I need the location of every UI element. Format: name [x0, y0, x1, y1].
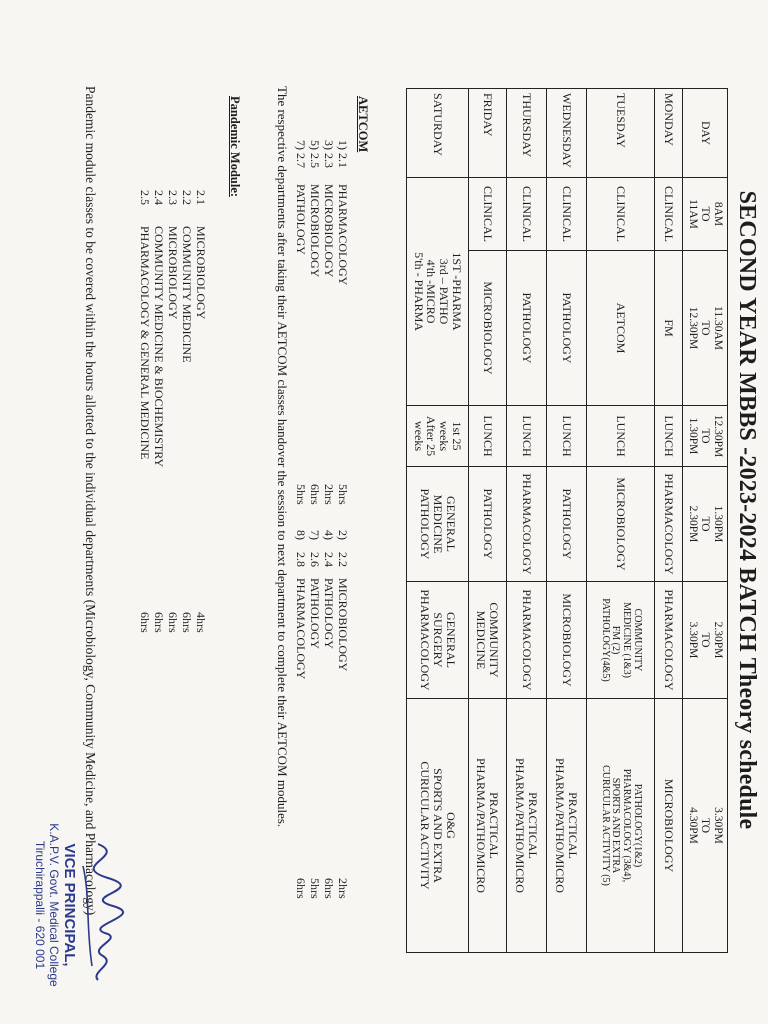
pandemic-note: Pandemic module classes to be covered within the hours allotted to the individual departments (Microbiology, Community Medicine, and Pharmacology) — [83, 86, 98, 916]
list-item — [180, 190, 194, 633]
cell-line: PRACTICAL — [526, 792, 541, 859]
list-item — [294, 530, 308, 899]
item-subject: MICROBIOLOGY — [322, 184, 336, 278]
header-slot-4 — [683, 467, 728, 582]
day-cell: MONDAY — [655, 89, 683, 178]
table-row-tuesday — [587, 89, 655, 953]
table-cell: LUNCH — [655, 406, 683, 467]
table-cell — [507, 699, 547, 953]
list-item — [166, 190, 180, 633]
item-hours: 5hrs — [294, 484, 308, 505]
header-label: 8AM — [711, 201, 724, 227]
table-cell — [587, 582, 655, 699]
cell-line: MEDICINE — [430, 494, 445, 554]
header-label: TO — [699, 320, 712, 336]
table-cell: PHARMACOLOGY — [655, 582, 683, 699]
item-subject: PATHOLOGY — [308, 578, 322, 649]
signature-address: Tiruchirappalli - 620 001 — [33, 840, 47, 970]
list-item — [152, 190, 166, 633]
header-label: 1.30PM — [686, 417, 699, 455]
table-cell — [469, 699, 507, 953]
item-subject: MICROBIOLOGY — [166, 226, 180, 320]
header-slot-1 — [683, 178, 728, 251]
header-slot-3 — [683, 406, 728, 467]
table-cell: LUNCH — [587, 406, 655, 467]
table-cell: PATHOLOGY — [469, 467, 507, 582]
item-subject: COMMUNITY MEDICINE — [180, 226, 194, 363]
item-subject: PATHOLOGY — [322, 578, 336, 649]
table-cell — [407, 582, 469, 699]
table-cell: AETCOM — [587, 251, 655, 406]
cell-line: PHARMA/PATHO/MICRO — [553, 758, 568, 893]
aetcom-right-list — [294, 530, 350, 899]
cell-line: weeks — [437, 421, 452, 451]
header-label: TO — [699, 206, 712, 222]
header-label: TO — [699, 632, 712, 648]
table-cell: MICROBIOLOGY — [655, 699, 683, 953]
header-label: 11.30AM — [711, 306, 724, 350]
header-label: 2.30PM — [686, 505, 699, 543]
table-row-saturday — [407, 89, 469, 953]
table-cell — [407, 699, 469, 953]
item-subject: MICROBIOLOGY — [336, 578, 350, 672]
list-item — [308, 140, 322, 505]
table-cell: MICROBIOLOGY — [547, 582, 587, 699]
table-cell: LUNCH — [507, 406, 547, 467]
table-cell: CLINICAL — [547, 178, 587, 251]
table-cell — [587, 699, 655, 953]
item-hours: 6hrs — [166, 612, 180, 633]
cell-line: PHARMA/PATHO/MICRO — [474, 758, 489, 893]
cell-line: After 25 — [424, 415, 439, 457]
cell-line: PRACTICAL — [487, 792, 502, 859]
table-cell: MICROBIOLOGY — [469, 251, 507, 406]
cell-line: SPORTS AND EXTRA — [610, 777, 622, 874]
table-row-thursday — [507, 89, 547, 953]
list-item — [336, 140, 350, 505]
item-no: 2) — [336, 530, 350, 540]
item-code: 2.8 — [294, 552, 308, 567]
header-slot-2 — [683, 251, 728, 406]
item-hours: 6hrs — [322, 878, 336, 899]
page-title: SECOND YEAR MBBS -2023-2024 BATCH Theory schedule — [734, 190, 760, 830]
header-label: 3.30PM — [686, 621, 699, 659]
cell-line: PATHOLOGY — [418, 488, 433, 560]
header-label: 12.30PM — [711, 414, 724, 458]
cell-line: GENERAL — [443, 612, 458, 668]
item-hours: 2hrs — [322, 484, 336, 505]
table-row-wednesday — [547, 89, 587, 953]
list-item — [308, 530, 322, 899]
item-hours: 2hrs — [336, 878, 350, 899]
item-subject: MICROBIOLOGY — [308, 184, 322, 278]
header-label: DAY — [699, 121, 712, 145]
table-cell: CLINICAL — [469, 178, 507, 251]
table-cell: PATHOLOGY — [507, 251, 547, 406]
item-subject: PATHOLOGY — [294, 184, 308, 255]
item-hours: 6hrs — [138, 612, 152, 633]
item-code: 2.2 — [336, 552, 350, 567]
table-row-monday — [655, 89, 683, 953]
item-code: 2.4 — [152, 190, 166, 205]
cell-line: GENERAL — [443, 496, 458, 552]
item-code: 2.3 — [166, 190, 180, 205]
cell-line: PATHOLOGY(1&2) — [632, 783, 644, 868]
header-label: 4.30PM — [686, 807, 699, 844]
item-hours: 5hrs — [336, 484, 350, 505]
header-label: 1.30PM — [711, 505, 724, 543]
table-cell: LUNCH — [469, 406, 507, 467]
table-cell: CLINICAL — [655, 178, 683, 251]
cell-line: SURGERY — [430, 612, 445, 668]
table-cell: CLINICAL — [507, 178, 547, 251]
item-subject: PHARMACOLOGY & GENERAL MEDICINE — [138, 226, 152, 460]
cell-line: 5'th - PHARMA — [411, 252, 426, 331]
cell-line: 1st 25 — [450, 421, 465, 451]
table-cell: PHARMACOLOGY — [507, 467, 547, 582]
table-cell: PATHOLOGY — [547, 251, 587, 406]
header-label: 3.30PM — [711, 807, 724, 844]
aetcom-heading: AETCOM — [356, 96, 370, 153]
cell-line: CURICULAR ACTIVITY — [418, 761, 433, 890]
table-cell: MICROBIOLOGY — [587, 467, 655, 582]
header-label: 12.30PM — [686, 306, 699, 350]
cell-line: MEDICINE — [474, 610, 489, 670]
cell-line: COMMUNITY — [487, 602, 502, 678]
cell-line: 1ST -PHARMA — [450, 252, 465, 331]
item-no: 8) — [294, 530, 308, 540]
header-label: TO — [699, 817, 712, 834]
list-item — [322, 530, 336, 899]
cell-line: O&G — [443, 812, 458, 839]
item-no: 7) — [308, 530, 322, 540]
header-slot-6 — [683, 699, 728, 953]
item-code: 2.5 — [138, 190, 152, 205]
item-no: 4) — [322, 530, 336, 540]
header-label: TO — [699, 428, 712, 444]
item-code: 2.1 — [194, 190, 208, 205]
item-subject: PHARMACOLOGY — [336, 184, 350, 286]
table-cell: FM — [655, 251, 683, 406]
table-header-row — [683, 89, 728, 953]
item-code: 2.2 — [180, 190, 194, 205]
day-cell: SATURDAY — [407, 89, 469, 178]
item-no: 3) 2.3 — [322, 140, 336, 168]
table-cell: PHARMACOLOGY — [655, 467, 683, 582]
item-code: 2.6 — [308, 552, 322, 567]
aetcom-left-list — [294, 140, 350, 505]
table-cell — [407, 467, 469, 582]
item-subject: COMMUNITY MEDICINE & BIOCHEMISTRY — [152, 226, 166, 468]
day-cell: TUESDAY — [587, 89, 655, 178]
cell-line: CURICULAR ACTIVITY (5) — [599, 765, 611, 886]
item-subject: MICROBIOLOGY — [194, 226, 208, 320]
list-item — [294, 140, 308, 505]
item-hours: 5hrs — [308, 878, 322, 899]
item-no: 1) 2.1 — [336, 140, 350, 168]
item-hours: 4hrs — [194, 612, 208, 633]
table-row-friday — [469, 89, 507, 953]
cell-line: PHARMACOLOGY (3&4), — [621, 768, 633, 883]
cell-line: PHARMACOLOGY — [418, 589, 433, 691]
cell-line: 4'th -MICRO — [424, 259, 439, 324]
day-cell: FRIDAY — [469, 89, 507, 178]
pandemic-list — [138, 190, 208, 633]
table-cell: CLINICAL — [587, 178, 655, 251]
list-item — [322, 140, 336, 505]
cell-line: PATHOLOGY(4&5) — [599, 598, 611, 682]
header-label: TO — [699, 516, 712, 532]
table-cell — [407, 406, 469, 467]
list-item — [138, 190, 152, 633]
day-cell: WEDNESDAY — [547, 89, 587, 178]
header-day — [683, 89, 728, 178]
cell-line: FM (2) — [610, 625, 622, 655]
item-subject: PHARMACOLOGY — [294, 578, 308, 680]
item-code: 2.4 — [322, 552, 336, 567]
item-hours: 6hrs — [152, 612, 166, 633]
list-item — [336, 530, 350, 899]
table-cell — [407, 178, 469, 406]
item-hours: 6hrs — [180, 612, 194, 633]
list-item — [194, 190, 208, 633]
cell-line: SPORTS AND EXTRA — [430, 768, 445, 883]
item-no: 7) 2.7 — [294, 140, 308, 168]
table-cell — [469, 582, 507, 699]
signature-college: K.A.P.V. Govt. Medical College — [47, 823, 61, 987]
table-cell: PATHOLOGY — [547, 467, 587, 582]
table-cell: LUNCH — [547, 406, 587, 467]
item-hours: 6hrs — [294, 878, 308, 899]
cell-line: 3rd – PATHO — [437, 258, 452, 325]
item-hours: 6hrs — [308, 484, 322, 505]
pandemic-heading: Pandemic Module: — [228, 96, 242, 198]
header-slot-5 — [683, 582, 728, 699]
day-cell: THURSDAY — [507, 89, 547, 178]
cell-line: MEDICINE (1&3) — [621, 602, 633, 678]
signature-block — [33, 790, 78, 1020]
schedule-table — [406, 88, 728, 953]
cell-line: COMMUNITY — [632, 608, 644, 672]
header-label: 2.30PM — [711, 621, 724, 659]
cell-line: PHARMA/PATHO/MICRO — [513, 758, 528, 893]
aetcom-note: The respective departments after taking their AETCOM classes handover the session to next department to complete their AETCOM modules. — [275, 86, 290, 828]
table-cell — [547, 699, 587, 953]
item-no: 5) 2.5 — [308, 140, 322, 168]
table-cell: PHARMACOLOGY — [507, 582, 547, 699]
header-label: 11AM — [686, 199, 699, 229]
cell-line: weeks — [411, 421, 426, 451]
signature-title: VICE PRINCIPAL, — [61, 843, 78, 967]
cell-line: PRACTICAL — [566, 792, 581, 859]
